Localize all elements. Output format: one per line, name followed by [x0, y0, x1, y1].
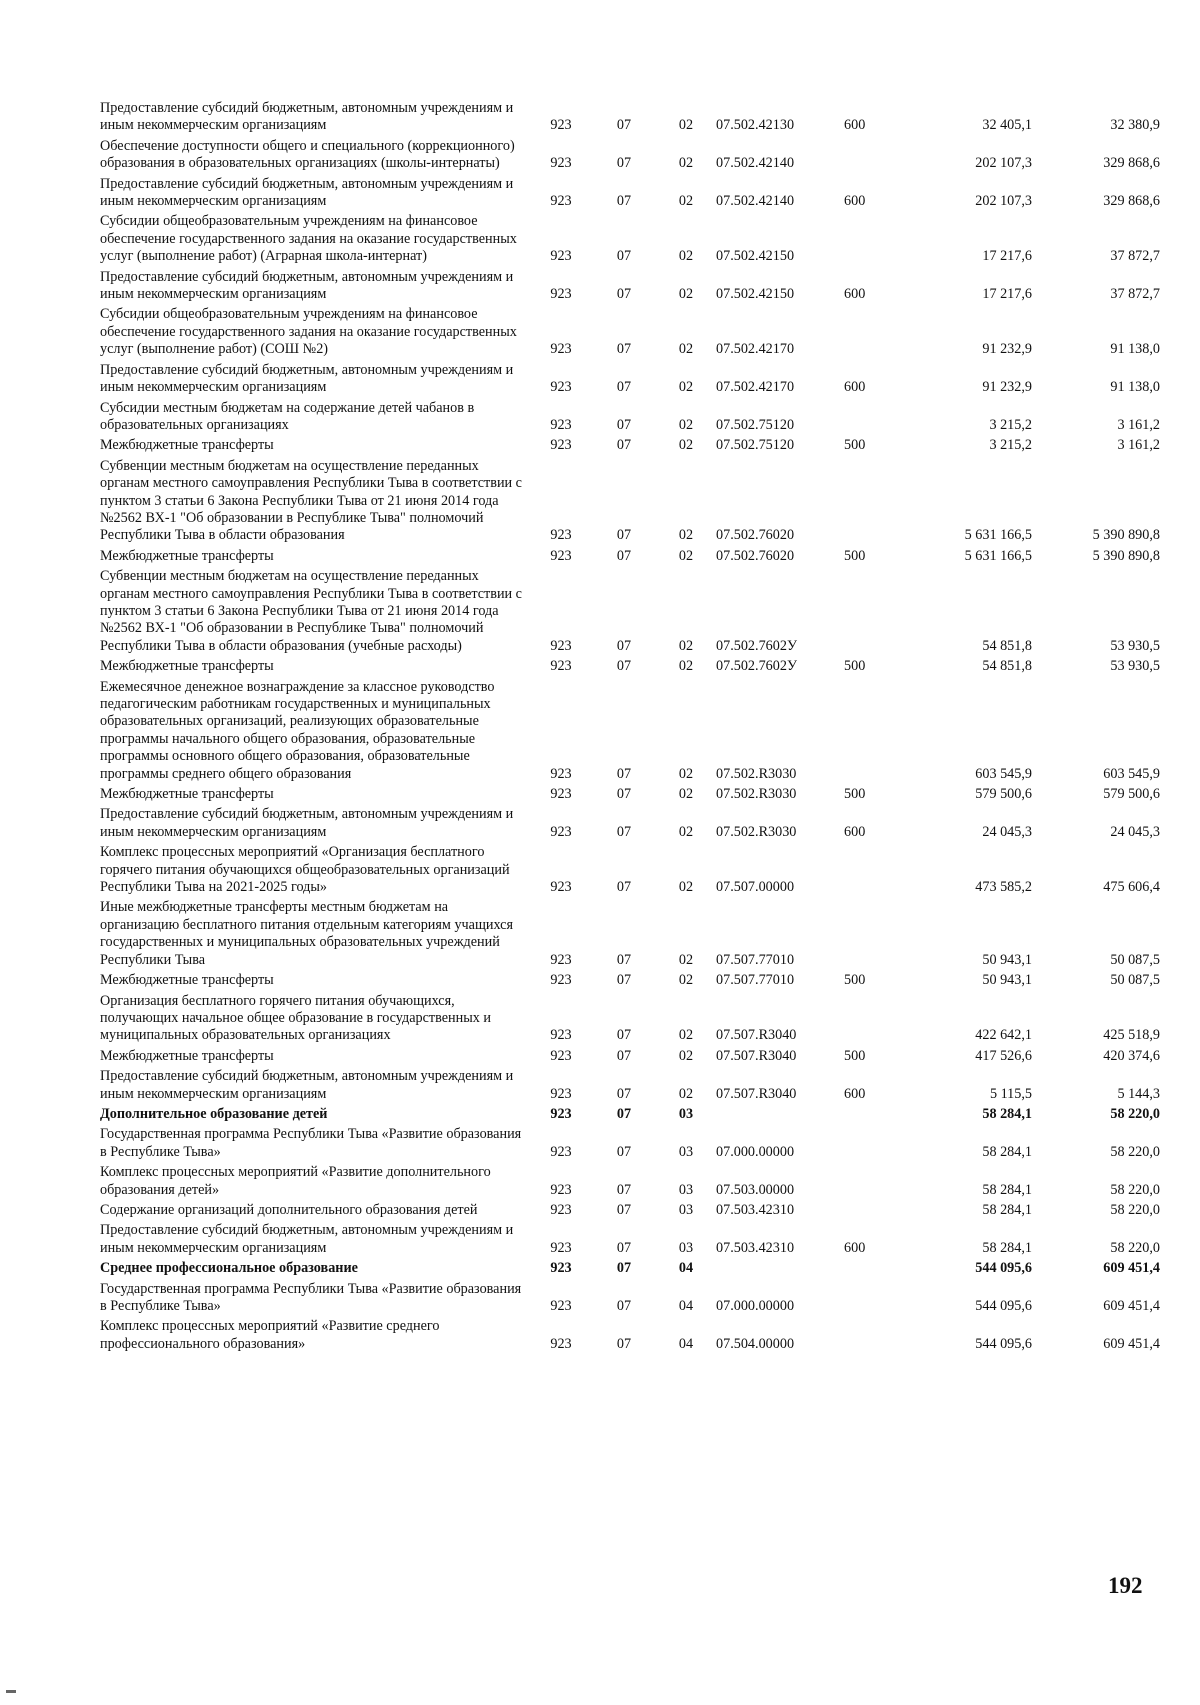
row-name: Межбюджетные трансферты	[100, 972, 274, 989]
subsection-code: 02	[678, 658, 694, 675]
section-code: 07	[616, 527, 632, 544]
budget-table-body	[100, 100, 1160, 1356]
table-row	[100, 972, 1160, 992]
target-article-code	[716, 1106, 844, 1126]
ved-code: 923	[550, 879, 572, 896]
amount-year-1: 91 232,9	[982, 341, 1032, 358]
section-code: 07	[616, 1105, 632, 1122]
amount-year-1: 17 217,6	[982, 286, 1032, 303]
expense-type-code: 500	[844, 1047, 866, 1064]
subsection-code: 02	[678, 248, 694, 265]
amount-year-2: 420 374,6	[1103, 1047, 1160, 1064]
expense-type-code	[844, 1164, 904, 1202]
subsection-code: 03	[678, 1181, 694, 1198]
row-name: Субсидии местным бюджетам на содержание детей чабанов в образовательных организациях	[100, 399, 475, 433]
ved-code: 923	[550, 379, 572, 396]
expense-type-code	[844, 899, 904, 972]
ved-code: 923	[550, 527, 572, 544]
amount-year-2: 475 606,4	[1103, 879, 1160, 896]
table-row	[100, 899, 1160, 972]
row-name: Межбюджетные трансферты	[100, 1047, 274, 1064]
expense-type-code: 500	[844, 786, 866, 803]
table-row	[100, 786, 1160, 806]
subsection-code: 02	[678, 117, 694, 134]
row-name: Предоставление субсидий бюджетным, автономным учреждениям и иным некоммерческим организациям	[100, 1222, 514, 1256]
subsection-code: 02	[678, 765, 694, 782]
ved-code: 923	[550, 416, 572, 433]
row-name: Предоставление субсидий бюджетным, автономным учреждениям и иным некоммерческим организациям	[100, 175, 514, 210]
ved-code: 923	[550, 547, 572, 564]
amount-year-2: 91 138,0	[1110, 341, 1160, 358]
target-article-code: 07.507.R3040	[716, 1047, 797, 1064]
ved-code: 923	[550, 951, 572, 968]
section-code: 07	[616, 1181, 632, 1198]
target-article-code: 07.502.R3030	[716, 765, 797, 782]
amount-year-1: 202 107,3	[975, 155, 1032, 172]
table-row	[100, 658, 1160, 678]
table-row	[100, 568, 1160, 658]
table-row	[100, 1202, 1160, 1222]
amount-year-2: 50 087,5	[1110, 951, 1160, 968]
ved-code: 923	[550, 1298, 572, 1314]
section-code: 07	[616, 1027, 632, 1044]
section-code: 07	[616, 637, 632, 654]
amount-year-2: 50 087,5	[1110, 972, 1160, 989]
amount-year-2: 58 220,0	[1110, 1201, 1160, 1218]
expense-type-code: 500	[844, 972, 866, 989]
expense-type-code	[844, 993, 904, 1048]
subsection-code: 02	[678, 286, 694, 303]
expense-type-code: 600	[844, 379, 866, 396]
ved-code: 923	[550, 1143, 572, 1160]
amount-year-1: 544 095,6	[975, 1260, 1032, 1277]
target-article-code: 07.507.R3040	[716, 1085, 797, 1102]
ved-code: 923	[550, 1027, 572, 1044]
target-article-code: 07.502.42150	[716, 248, 795, 265]
amount-year-1: 58 284,1	[982, 1143, 1032, 1160]
target-article-code: 07.502.R3030	[716, 823, 797, 840]
scan-mark	[6, 1690, 16, 1693]
subsection-code: 02	[678, 527, 694, 544]
expense-type-code	[844, 1281, 904, 1319]
row-name: Субсидии общеобразовательным учреждениям на финансовое обеспечение государственного задания на оказание государственных услуг (выполнение работ) (СОШ №2)	[100, 306, 517, 358]
amount-year-2: 5 390 890,8	[1092, 547, 1160, 564]
row-name: Содержание организаций дополнительного образования детей	[100, 1201, 478, 1218]
row-name: Межбюджетные трансферты	[100, 437, 274, 454]
target-article-code: 07.502.7602У	[716, 637, 797, 654]
row-name: Межбюджетные трансферты	[100, 547, 274, 564]
amount-year-2: 3 161,2	[1117, 437, 1160, 454]
subsection-code: 02	[678, 1027, 694, 1044]
row-name: Иные межбюджетные трансферты местным бюджетам на организацию бесплатного питания отдельным категориям учащихся государственных и муниципальных образовательных учреждений Республики Тыва	[100, 899, 513, 968]
row-name: Предоставление субсидий бюджетным, автономным учреждениям и иным некоммерческим организациям	[100, 100, 514, 134]
amount-year-1: 32 405,1	[982, 117, 1032, 134]
budget-table	[100, 100, 1160, 1356]
ved-code: 923	[550, 248, 572, 265]
row-name: Комплекс процессных мероприятий «Развитие дополнительного образования детей»	[100, 1164, 491, 1198]
ved-code: 923	[550, 1105, 572, 1122]
target-article-code: 07.507.77010	[716, 951, 795, 968]
amount-year-2: 91 138,0	[1110, 379, 1160, 396]
row-name: Межбюджетные трансферты	[100, 786, 274, 803]
subsection-code: 03	[678, 1105, 694, 1122]
section-code: 07	[616, 1085, 632, 1102]
table-row	[100, 437, 1160, 457]
section-code: 07	[616, 972, 632, 989]
amount-year-1: 5 631 166,5	[964, 547, 1032, 564]
section-code: 07	[616, 1298, 632, 1314]
target-article-code: 07.507.00000	[716, 879, 795, 896]
ved-code: 923	[550, 1260, 572, 1277]
subsection-code: 03	[678, 1239, 694, 1256]
ved-code: 923	[550, 1335, 572, 1352]
ved-code: 923	[550, 1047, 572, 1064]
table-row	[100, 1222, 1160, 1260]
section-code: 07	[616, 1260, 632, 1277]
amount-year-2: 5 144,3	[1117, 1085, 1160, 1102]
expense-type-code	[844, 458, 904, 548]
amount-year-2: 37 872,7	[1110, 286, 1160, 303]
row-name: Межбюджетные трансферты	[100, 658, 274, 675]
table-row	[100, 306, 1160, 361]
section-code: 07	[616, 879, 632, 896]
amount-year-1: 3 215,2	[989, 437, 1032, 454]
expense-type-code	[844, 679, 904, 786]
row-name: Предоставление субсидий бюджетным, автономным учреждениям и иным некоммерческим организациям	[100, 361, 514, 396]
subsection-code: 02	[678, 1047, 694, 1064]
amount-year-1: 603 545,9	[975, 765, 1032, 782]
target-article-code: 07.504.00000	[716, 1335, 795, 1352]
ved-code: 923	[550, 1239, 572, 1256]
row-name: Комплекс процессных мероприятий «Развитие среднего профессионального образования»	[100, 1318, 440, 1352]
expense-type-code	[844, 1126, 904, 1164]
row-name: Субсидии общеобразовательным учреждениям на финансовое обеспечение государственного задания на оказание государственных услуг (выполнение работ) (Аграрная школа-интернат)	[100, 213, 517, 265]
subsection-code: 04	[678, 1335, 694, 1352]
row-name: Предоставление субсидий бюджетным, автономным учреждениям и иным некоммерческим организациям	[100, 1068, 514, 1102]
amount-year-1: 417 526,6	[975, 1047, 1032, 1064]
target-article-code: 07.502.R3030	[716, 786, 797, 803]
table-row	[100, 679, 1160, 786]
row-name: Предоставление субсидий бюджетным, автономным учреждениям и иным некоммерческим организациям	[100, 806, 514, 840]
expense-type-code	[844, 213, 904, 268]
amount-year-1: 544 095,6	[975, 1335, 1032, 1352]
ved-code: 923	[550, 1181, 572, 1198]
target-article-code: 07.502.42150	[716, 286, 795, 303]
expense-type-code: 600	[844, 193, 866, 210]
target-article-code: 07.503.00000	[716, 1181, 795, 1198]
table-row	[100, 548, 1160, 568]
amount-year-2: 609 451,4	[1103, 1260, 1160, 1277]
table-row	[100, 1126, 1160, 1164]
target-article-code: 07.502.76020	[716, 547, 795, 564]
table-row	[100, 100, 1160, 138]
target-article-code: 07.502.42170	[716, 379, 795, 396]
section-code: 07	[616, 193, 632, 210]
expense-type-code: 600	[844, 117, 866, 134]
subsection-code: 02	[678, 1085, 694, 1102]
amount-year-2: 24 045,3	[1110, 823, 1160, 840]
ved-code: 923	[550, 437, 572, 454]
target-article-code	[716, 1260, 844, 1280]
table-row	[100, 993, 1160, 1048]
amount-year-1: 5 631 166,5	[964, 527, 1032, 544]
row-name: Комплекс процессных мероприятий «Организация бесплатного горячего питания обучающихся общеобразовательных организаций Республики Тыва на 2021-2025 годы»	[100, 844, 510, 896]
amount-year-1: 58 284,1	[982, 1239, 1032, 1256]
row-name: Предоставление субсидий бюджетным, автономным учреждениям и иным некоммерческим организациям	[100, 268, 514, 303]
table-row	[100, 1068, 1160, 1106]
amount-year-2: 329 868,6	[1103, 193, 1160, 210]
amount-year-1: 202 107,3	[975, 193, 1032, 210]
expense-type-code	[844, 844, 904, 899]
amount-year-2: 58 220,0	[1110, 1181, 1160, 1198]
subsection-code: 03	[678, 1143, 694, 1160]
section-code: 07	[616, 951, 632, 968]
amount-year-2: 37 872,7	[1110, 248, 1160, 265]
section-code: 07	[616, 416, 632, 433]
amount-year-1: 544 095,6	[975, 1298, 1032, 1314]
section-code: 07	[616, 155, 632, 172]
subsection-code: 02	[678, 951, 694, 968]
target-article-code: 07.000.00000	[716, 1298, 795, 1314]
ved-code: 923	[550, 117, 572, 134]
expense-type-code	[844, 568, 904, 658]
ved-code: 923	[550, 972, 572, 989]
subsection-code: 02	[678, 416, 694, 433]
section-code: 07	[616, 823, 632, 840]
ved-code: 923	[550, 823, 572, 840]
table-row	[100, 1106, 1160, 1126]
amount-year-2: 53 930,5	[1110, 637, 1160, 654]
ved-code: 923	[550, 341, 572, 358]
subsection-code: 02	[678, 547, 694, 564]
ved-code: 923	[550, 286, 572, 303]
section-code: 07	[616, 658, 632, 675]
amount-year-2: 53 930,5	[1110, 658, 1160, 675]
amount-year-2: 58 220,0	[1110, 1105, 1160, 1122]
section-code: 07	[616, 1335, 632, 1352]
expense-type-code: 600	[844, 823, 866, 840]
expense-type-code	[844, 1318, 904, 1356]
table-row	[100, 1048, 1160, 1068]
amount-year-2: 425 518,9	[1103, 1027, 1160, 1044]
table-row	[100, 806, 1160, 844]
amount-year-1: 54 851,8	[982, 658, 1032, 675]
section-code: 07	[616, 547, 632, 564]
subsection-code: 02	[678, 972, 694, 989]
table-row	[100, 1164, 1160, 1202]
target-article-code: 07.503.42310	[716, 1201, 795, 1218]
ved-code: 923	[550, 637, 572, 654]
amount-year-1: 473 585,2	[975, 879, 1032, 896]
amount-year-2: 609 451,4	[1103, 1335, 1160, 1352]
ved-code: 923	[550, 658, 572, 675]
target-article-code: 07.507.R3040	[716, 1027, 797, 1044]
section-code: 07	[616, 1201, 632, 1218]
subsection-code: 02	[678, 437, 694, 454]
expense-type-code	[844, 1202, 904, 1222]
table-row	[100, 269, 1160, 307]
target-article-code: 07.502.75120	[716, 416, 795, 433]
ved-code: 923	[550, 1201, 572, 1218]
amount-year-2: 609 451,4	[1103, 1298, 1160, 1314]
subsection-code: 02	[678, 193, 694, 210]
subsection-code: 02	[678, 786, 694, 803]
target-article-code: 07.502.42130	[716, 117, 795, 134]
amount-year-2: 3 161,2	[1117, 416, 1160, 433]
table-row	[100, 362, 1160, 400]
expense-type-code: 500	[844, 658, 866, 675]
section-code: 07	[616, 1143, 632, 1160]
amount-year-1: 58 284,1	[982, 1181, 1032, 1198]
table-row	[100, 1281, 1160, 1319]
target-article-code: 07.502.42170	[716, 341, 795, 358]
section-code: 07	[616, 765, 632, 782]
expense-type-code: 600	[844, 1085, 866, 1102]
row-name: Субвенции местным бюджетам на осуществление переданных органам местного самоуправления Республики Тыва в соответствии с пунктом 3 статьи 6 Закона Республики Тыва от 21 июня 2014 года №2562 ВХ-1 "Об образовании в Республике Тыва" полномочий Республики Тыва в области образования	[100, 457, 522, 544]
row-name: Среднее профессиональное образование	[100, 1260, 358, 1277]
ved-code: 923	[550, 786, 572, 803]
target-article-code: 07.507.77010	[716, 972, 795, 989]
target-article-code: 07.503.42310	[716, 1239, 795, 1256]
section-code: 07	[616, 786, 632, 803]
amount-year-1: 54 851,8	[982, 637, 1032, 654]
amount-year-1: 17 217,6	[982, 248, 1032, 265]
subsection-code: 04	[678, 1298, 694, 1314]
amount-year-2: 579 500,6	[1103, 786, 1160, 803]
target-article-code: 07.502.75120	[716, 437, 795, 454]
expense-type-code: 500	[844, 547, 866, 564]
table-row	[100, 400, 1160, 438]
page-number: 192	[1108, 1573, 1143, 1598]
amount-year-1: 50 943,1	[982, 972, 1032, 989]
row-name: Субвенции местным бюджетам на осуществление переданных органам местного самоуправления Республики Тыва в соответствии с пунктом 3 статьи 6 Закона Республики Тыва от 21 июня 2014 года №2562 ВХ-1 "Об образовании в Республике Тыва" полномочий Республики Тыва в области образования (учебные расходы)	[100, 568, 522, 654]
expense-type-code: 600	[844, 1239, 866, 1256]
amount-year-1: 422 642,1	[975, 1027, 1032, 1044]
expense-type-code	[844, 138, 904, 176]
subsection-code: 02	[678, 823, 694, 840]
amount-year-1: 50 943,1	[982, 951, 1032, 968]
row-name: Ежемесячное денежное вознаграждение за классное руководство педагогическим работникам государственных и муниципальных образовательных организаций, реализующих образовательные программы начального общего образования, образовательные программы основного общего образования, образовательные программы среднего общего образования	[100, 678, 495, 782]
amount-year-2: 603 545,9	[1103, 765, 1160, 782]
section-code: 07	[616, 286, 632, 303]
target-article-code: 07.000.00000	[716, 1143, 795, 1160]
target-article-code: 07.502.7602У	[716, 658, 797, 675]
expense-type-code: 600	[844, 286, 866, 303]
ved-code: 923	[550, 155, 572, 172]
amount-year-2: 58 220,0	[1110, 1143, 1160, 1160]
table-row	[100, 1318, 1160, 1356]
row-name: Государственная программа Республики Тыва «Развитие образования в Республике Тыва»	[100, 1126, 522, 1160]
expense-type-code: 500	[844, 437, 866, 454]
expense-type-code	[844, 1260, 904, 1280]
amount-year-1: 58 284,1	[982, 1201, 1032, 1218]
amount-year-1: 58 284,1	[982, 1105, 1032, 1122]
section-code: 07	[616, 437, 632, 454]
amount-year-1: 5 115,5	[989, 1085, 1032, 1102]
section-code: 07	[616, 1239, 632, 1256]
subsection-code: 03	[678, 1201, 694, 1218]
amount-year-1: 24 045,3	[982, 823, 1032, 840]
amount-year-1: 91 232,9	[982, 379, 1032, 396]
subsection-code: 02	[678, 379, 694, 396]
expense-type-code	[844, 400, 904, 438]
target-article-code: 07.502.42140	[716, 193, 795, 210]
table-row	[100, 138, 1160, 176]
amount-year-2: 329 868,6	[1103, 155, 1160, 172]
expense-type-code	[844, 1106, 904, 1126]
subsection-code: 04	[678, 1260, 694, 1277]
amount-year-1: 3 215,2	[989, 416, 1032, 433]
expense-type-code	[844, 306, 904, 361]
ved-code: 923	[550, 765, 572, 782]
ved-code: 923	[550, 1085, 572, 1102]
table-row	[100, 213, 1160, 268]
section-code: 07	[616, 1047, 632, 1064]
subsection-code: 02	[678, 341, 694, 358]
row-name: Обеспечение доступности общего и специального (коррекционного) образования в образовательных организациях (школы-интернаты)	[100, 137, 515, 172]
subsection-code: 02	[678, 155, 694, 172]
table-row	[100, 458, 1160, 548]
table-row	[100, 176, 1160, 214]
amount-year-1: 579 500,6	[975, 786, 1032, 803]
amount-year-2: 5 390 890,8	[1092, 527, 1160, 544]
section-code: 07	[616, 379, 632, 396]
table-row	[100, 1260, 1160, 1280]
section-code: 07	[616, 248, 632, 265]
row-name: Дополнительное образование детей	[100, 1105, 328, 1122]
amount-year-2: 32 380,9	[1110, 117, 1160, 134]
subsection-code: 02	[678, 879, 694, 896]
amount-year-2: 58 220,0	[1110, 1239, 1160, 1256]
section-code: 07	[616, 117, 632, 134]
table-row	[100, 844, 1160, 899]
ved-code: 923	[550, 193, 572, 210]
row-name: Организация бесплатного горячего питания обучающихся, получающих начальное общее образование в государственных и муниципальных образовательных организациях	[100, 992, 491, 1044]
row-name: Государственная программа Республики Тыва «Развитие образования в Республике Тыва»	[100, 1280, 522, 1314]
target-article-code: 07.502.76020	[716, 527, 795, 544]
subsection-code: 02	[678, 637, 694, 654]
section-code: 07	[616, 341, 632, 358]
target-article-code: 07.502.42140	[716, 155, 795, 172]
